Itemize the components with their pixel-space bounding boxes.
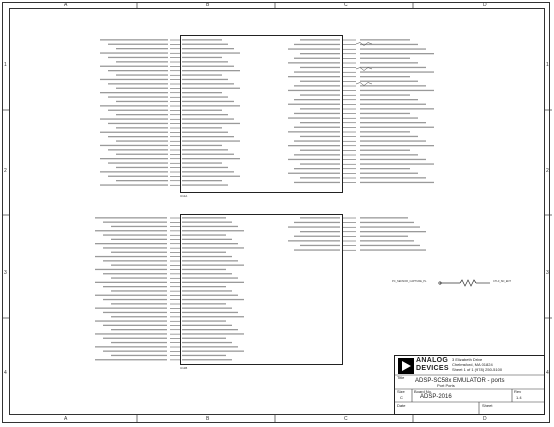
right-component-right-label: CTL0_SD_ENT [493,280,512,283]
row-marker-3-left: 3 [4,270,7,276]
row-marker-1-left: 1 [4,62,7,68]
address-line-1: 3 Elizabeth Drive [452,357,483,362]
board-label: Board No. [414,389,433,394]
col-marker-d-top: D [483,2,487,8]
chip-u11b-ref: U11B [180,366,188,370]
phone-line: Sheet 1 of 1 (978) 250-5100 [452,367,503,372]
sheet-label: Sheet [482,403,493,408]
col-marker-a-bottom: A [64,416,68,422]
row-marker-3-right: 3 [546,270,549,276]
rev-value: 1.4 [516,395,522,400]
row-marker-2-left: 2 [4,168,7,174]
col-marker-c-bottom: C [344,416,348,422]
board-value: ADSP-2016 [420,394,452,400]
date-label: Date [397,403,406,408]
size-label: Size [397,389,405,394]
address-line-2: Chelmsford, MA 01824 [452,362,493,367]
brand-line-1: ANALOG [416,357,449,364]
col-marker-b-top: B [206,2,210,8]
right-component-left-label: PC_SENSOR_CAPTURE_PL [392,280,427,283]
row-marker-4-left: 4 [4,370,7,376]
row-marker-2-right: 2 [546,168,549,174]
subtitle-text: Port Ports [437,383,455,388]
col-marker-d-bottom: D [483,416,487,422]
row-marker-1-right: 1 [546,62,549,68]
chip-u11a-ref: U11A [180,194,188,198]
col-marker-c-top: C [344,2,348,8]
size-value: C [400,395,403,400]
title-label: Title [397,375,405,380]
title-text: ADSP-SC58x EMULATOR - ports [415,378,505,384]
rev-label: Rev [514,389,522,394]
col-marker-b-bottom: B [206,416,210,422]
analog-devices-logo-icon [398,358,414,374]
brand-line-2: DEVICES [416,365,449,372]
col-marker-a-top: A [64,2,68,8]
row-marker-4-right: 4 [546,370,549,376]
